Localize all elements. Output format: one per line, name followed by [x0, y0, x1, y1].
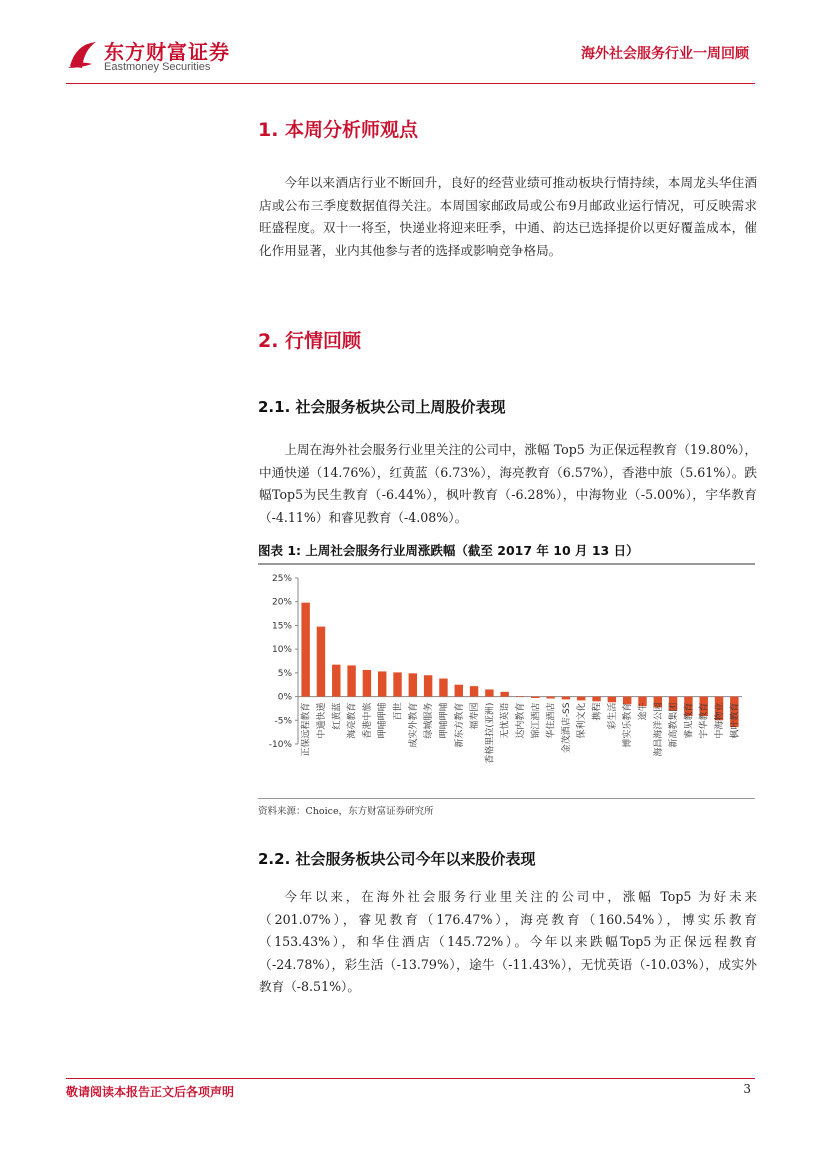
- bar: [608, 697, 616, 703]
- weekly-change-bar-chart: [258, 566, 755, 796]
- subsection-2-2-heading: 2.2. 社会服务板块公司今年以来股价表现: [258, 850, 536, 868]
- category-label: 中通快递: [316, 702, 327, 739]
- bar: [439, 679, 447, 697]
- footer-disclaimer: 敬请阅读本报告正文后各项声明: [66, 1085, 235, 1099]
- category-label: 呷哺呷哺: [378, 702, 389, 739]
- bar: [562, 697, 570, 700]
- category-label: 绿城服务: [424, 702, 435, 739]
- y-tick-label: 0%: [277, 692, 292, 703]
- category-label: 枫叶教育: [730, 702, 741, 739]
- bar: [424, 675, 432, 696]
- category-label: 金茂酒店-SS: [561, 702, 572, 754]
- header-divider: [66, 83, 755, 84]
- category-label: 香港中旅: [362, 702, 373, 739]
- category-label: 福寿园: [470, 702, 481, 730]
- section2-heading: 2. 行情回顾: [258, 330, 362, 352]
- y-tick-label: -5%: [274, 716, 292, 727]
- subsection-2-1-paragraph: 上周在海外社会服务行业里关注的公司中，涨幅 Top5 为正保远程教育（19.80%），中通快递（14.76%），红黄蓝（6.73%），海亮教育（6.57%），香港中旅（5.61%）。跌幅Top5为民生教育（-6.44%），枫叶教育（-6.28%），中海物业（-5.00%），宇华教育（-4.11%）和睿见教育（-4.08%）。: [259, 442, 757, 525]
- bar: [531, 697, 539, 698]
- bar: [455, 685, 463, 697]
- figure-source: 资料来源：Choice，东方财富证券研究所: [258, 806, 434, 817]
- page-number: 3: [743, 1082, 751, 1096]
- logo: [66, 36, 236, 78]
- category-label: 中海物业: [715, 702, 726, 739]
- category-label: 携程: [592, 702, 603, 721]
- bar: [347, 665, 355, 696]
- category-label: 睿见教育: [684, 702, 695, 739]
- bar: [317, 627, 325, 697]
- y-tick-label: 10%: [271, 645, 292, 656]
- section1-heading: 1. 本周分析师观点: [258, 119, 419, 141]
- bar: [363, 670, 371, 697]
- bar: [500, 692, 508, 697]
- category-label: 百世: [393, 702, 404, 721]
- y-tick-label: -10%: [268, 740, 292, 750]
- bar: [577, 697, 585, 701]
- y-tick-label: 5%: [277, 668, 292, 679]
- bar: [470, 686, 478, 696]
- footer-divider: [66, 1078, 755, 1079]
- category-label: 正保远程教育: [301, 702, 312, 757]
- y-tick-label: 20%: [271, 597, 292, 608]
- category-label: 海亮教育: [347, 702, 358, 739]
- subsection-2-2-paragraph: 今年以来，在海外社会服务行业里关注的公司中，涨幅 Top5 为好未来（201.07%），睿见教育（176.47%），海亮教育（160.54%），博实乐教育（153.43%），和华住酒店（145.72%）。今年以来跌幅Top5为正保远程教育（-24.78%），彩生活（-13.79%），途牛（-11.43%），无忧英语（-10.03%），成实外教育（-8.51%）。: [259, 889, 757, 994]
- bar: [332, 665, 340, 697]
- report-title: 海外社会服务行业一周回顾: [581, 46, 749, 62]
- logo-cn-text: 东方财富证券: [104, 40, 230, 64]
- eastmoney-logo-icon: [66, 38, 100, 72]
- category-label: 达内教育: [516, 702, 526, 739]
- bar: [592, 697, 600, 702]
- category-label: 宇华教育: [699, 702, 710, 739]
- bar: [409, 673, 417, 696]
- category-label: 锦江酒店: [531, 702, 542, 739]
- category-label: 博实乐教育: [623, 702, 634, 748]
- logo-en-text: Eastmoney Securities: [104, 61, 211, 73]
- category-label: 红黄蓝: [332, 702, 343, 730]
- bar: [393, 672, 401, 696]
- subsection-2-1-heading: 2.1. 社会服务板块公司上周股价表现: [258, 398, 506, 416]
- category-label: 新高教集团: [669, 702, 680, 748]
- category-label: 香格里拉(亚洲): [485, 702, 496, 764]
- bar: [378, 671, 386, 696]
- category-label: 新东方教育: [454, 702, 465, 748]
- y-tick-label: 25%: [271, 574, 292, 584]
- bar: [485, 689, 493, 696]
- category-label: 彩生活: [607, 702, 618, 730]
- category-label: 华住酒店: [546, 702, 557, 739]
- category-label: 海昌海洋公园: [653, 702, 664, 757]
- bar: [301, 603, 309, 697]
- category-label: 呷哺呷哺: [439, 702, 450, 739]
- bar: [546, 697, 554, 699]
- figure-caption: 图表 1: 上周社会服务行业周涨跌幅（截至 2017 年 10 月 13 日）: [258, 543, 639, 558]
- y-tick-label: 15%: [271, 621, 292, 632]
- category-label: 无忧英语: [500, 702, 511, 739]
- figure-bottom-rule: [258, 798, 755, 799]
- category-label: 成实外教育: [408, 702, 419, 748]
- section1-paragraph: 今年以来酒店行业不断回升，良好的经营业绩可推动板块行情持续，本周龙头华住酒店或公布三季度数据值得关注。本周国家邮政局或公布9月邮政业运行情况，可反映需求旺盛程度。双十一将至，快递业将迎来旺季，中通、韵达已选择提价以更好覆盖成本，催化作用显著，业内其他参与者的选择或影响竞争格局。: [259, 175, 757, 258]
- figure-top-rule: [258, 563, 755, 565]
- category-label: 保利文化: [577, 702, 588, 739]
- category-label: 途牛: [638, 702, 649, 721]
